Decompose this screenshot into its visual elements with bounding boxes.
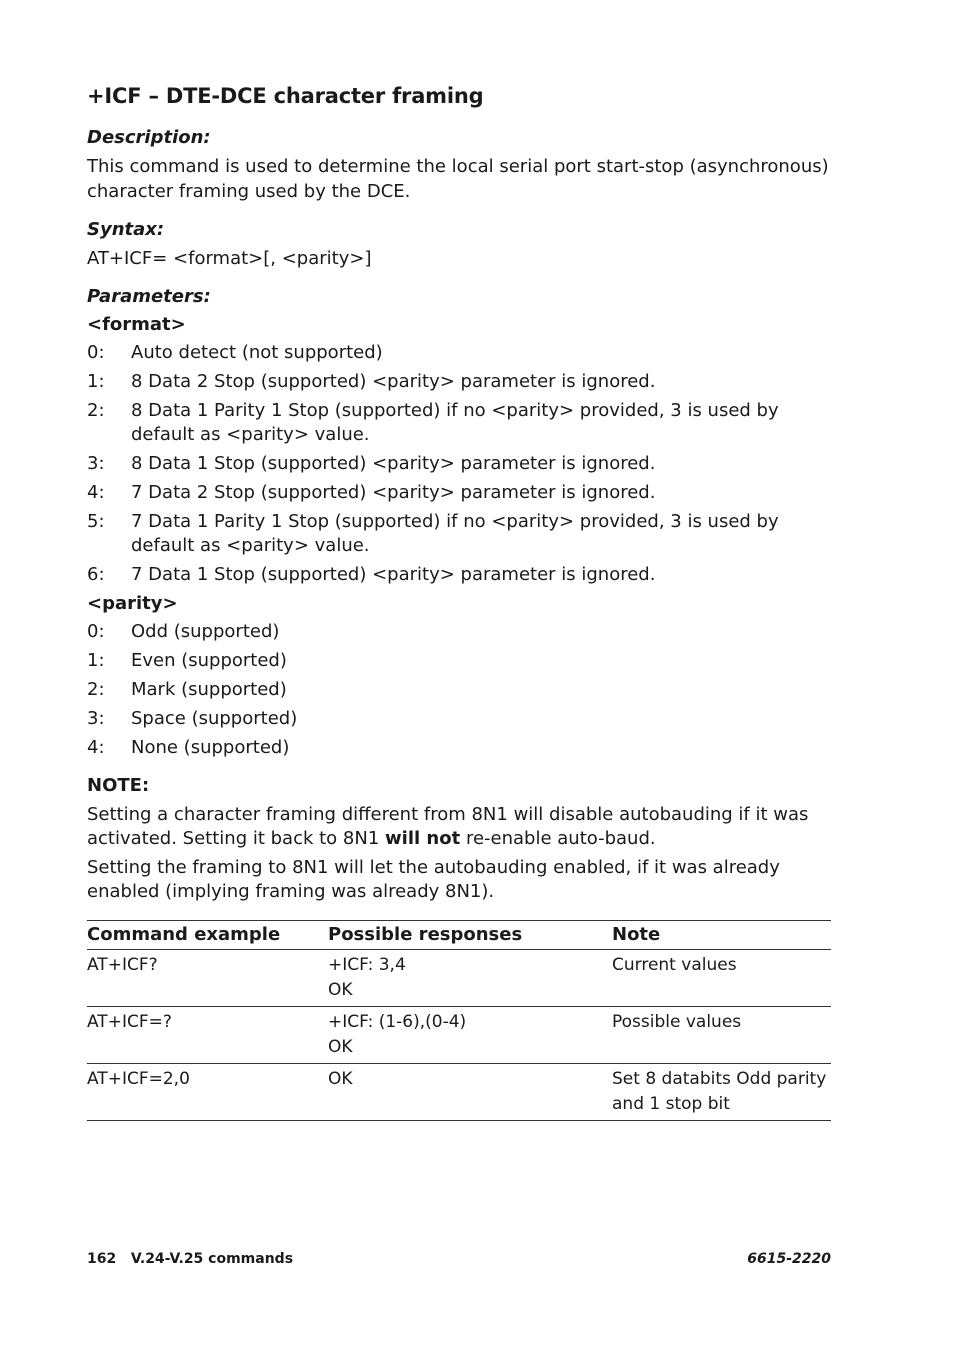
item-text: Space (supported) [131,708,298,729]
list-item [87,370,831,394]
item-text: 7 Data 1 Parity 1 Stop (supported) if no <parity> provided, 3 is used by default as <parity> value. [131,511,779,556]
note-emphasis: will not [385,828,461,849]
response-line: +ICF: 3,4 [328,955,406,975]
response-cell [328,950,612,1007]
item-text: 8 Data 1 Stop (supported) <parity> parameter is ignored. [131,453,656,474]
response-cell [328,1064,612,1121]
item-number: 0: [87,342,105,363]
item-number: 1: [87,650,105,671]
description-text: This command is used to determine the local serial port start-stop (asynchronous) character framing used by the DCE. [87,156,829,202]
list-item [87,563,831,587]
item-number: 5: [87,511,105,532]
format-list [87,341,831,587]
response-line: OK [328,1069,353,1089]
note-cell: Possible values [612,1007,831,1064]
list-item [87,620,831,644]
table-header-row [87,921,831,950]
item-text: None (supported) [131,737,290,758]
footer-page-section: 162 V.24-V.25 commands [87,1251,294,1267]
list-item [87,399,831,447]
response-line: OK [328,980,353,1000]
item-text: Odd (supported) [131,621,280,642]
item-text: 8 Data 1 Parity 1 Stop (supported) if no <parity> provided, 3 is used by default as <parity> value. [131,400,779,445]
list-item [87,341,831,365]
table-row [87,1064,831,1121]
item-number: 2: [87,400,105,421]
item-number: 0: [87,621,105,642]
command-cell: AT+ICF? [87,950,328,1007]
parity-list [87,620,831,760]
item-number: 3: [87,453,105,474]
note-cell: Current values [612,950,831,1007]
item-number: 4: [87,737,105,758]
column-header: Possible responses [328,921,612,950]
list-item [87,481,831,505]
item-number: 1: [87,371,105,392]
item-number: 3: [87,708,105,729]
command-example-table [87,920,831,1121]
list-item [87,736,831,760]
response-cell [328,1007,612,1064]
list-item [87,649,831,673]
table-row [87,950,831,1007]
list-item [87,452,831,476]
note-label: NOTE: [87,775,150,796]
item-text: 7 Data 2 Stop (supported) <parity> parameter is ignored. [131,482,656,503]
item-number: 6: [87,564,105,585]
item-text: Even (supported) [131,650,287,671]
item-number: 2: [87,679,105,700]
syntax-label: Syntax: [87,219,165,240]
description-label: Description: [87,127,211,148]
response-line: +ICF: (1-6),(0-4) [328,1012,467,1032]
command-cell: AT+ICF=2,0 [87,1064,328,1121]
item-text: Auto detect (not supported) [131,342,383,363]
item-text: 7 Data 1 Stop (supported) <parity> parameter is ignored. [131,564,656,585]
parity-label: <parity> [87,593,178,614]
section-title: +ICF – DTE-DCE character framing [87,84,484,108]
note-text: Setting a character framing different from 8N1 will disable autobauding if it was activated. Setting it back to 8N1 [87,804,809,849]
response-line: OK [328,1037,353,1057]
item-number: 4: [87,482,105,503]
page-content [87,80,831,1121]
list-item [87,510,831,558]
list-item [87,707,831,731]
page-footer [87,1251,831,1267]
format-label: <format> [87,314,186,335]
note-paragraph-1 [87,803,831,851]
table-row [87,1007,831,1064]
note-paragraph-2: Setting the framing to 8N1 will let the autobauding enabled, if it was already enabled (implying framing was already 8N1). [87,857,780,902]
item-text: Mark (supported) [131,679,287,700]
parameters-label: Parameters: [87,286,211,307]
list-item [87,678,831,702]
syntax-text: AT+ICF= <format>[, <parity>] [87,248,372,269]
note-text: re-enable auto-baud. [460,828,656,849]
command-cell: AT+ICF=? [87,1007,328,1064]
note-cell: Set 8 databits Odd parity and 1 stop bit [612,1064,831,1121]
footer-document-number: 6615-2220 [747,1251,831,1267]
column-header: Note [612,921,831,950]
column-header: Command example [87,921,328,950]
item-text: 8 Data 2 Stop (supported) <parity> parameter is ignored. [131,371,656,392]
